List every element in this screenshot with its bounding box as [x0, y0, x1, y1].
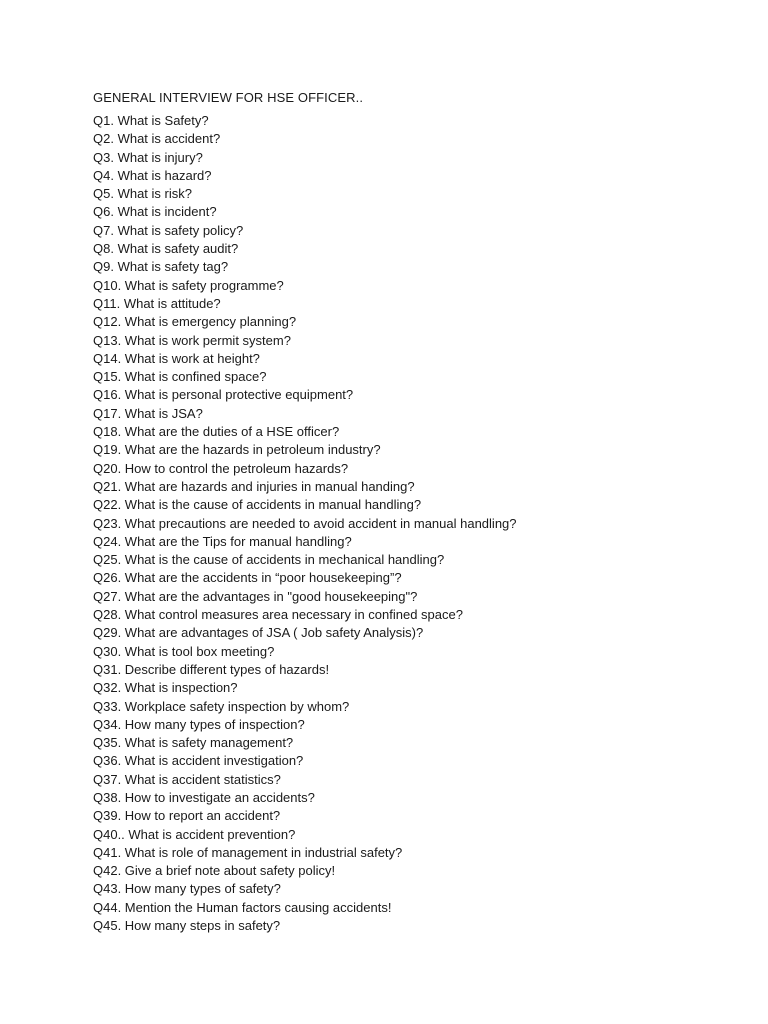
question-item: Q7. What is safety policy?: [93, 222, 244, 238]
question-list: [93, 112, 517, 935]
question-item: Q38. How to investigate an accidents?: [93, 789, 315, 805]
question-item: Q4. What is hazard?: [93, 167, 212, 183]
question-item: Q26. What are the accidents in “poor housekeeping”?: [93, 570, 402, 586]
question-item: Q27. What are the advantages in "good housekeeping"?: [93, 588, 418, 604]
question-item: Q30. What is tool box meeting?: [93, 643, 275, 659]
question-item: Q8. What is safety audit?: [93, 241, 239, 257]
question-item: Q5. What is risk?: [93, 186, 192, 202]
question-item: Q29. What are advantages of JSA ( Job safety Analysis)?: [93, 625, 424, 641]
question-item: Q43. How many types of safety?: [93, 881, 281, 897]
question-item: Q17. What is JSA?: [93, 405, 203, 421]
question-item: Q36. What is accident investigation?: [93, 753, 304, 769]
question-item: Q14. What is work at height?: [93, 350, 260, 366]
question-item: Q28. What control measures area necessary in confined space?: [93, 607, 463, 623]
question-item: Q12. What is emergency planning?: [93, 314, 297, 330]
question-item: Q11. What is attitude?: [93, 295, 221, 311]
question-item: Q15. What is confined space?: [93, 369, 267, 385]
question-item: Q40.. What is accident prevention?: [93, 826, 296, 842]
question-item: Q21. What are hazards and injuries in manual handing?: [93, 478, 415, 494]
question-item: Q23. What precautions are needed to avoid accident in manual handling?: [93, 515, 517, 531]
question-item: Q19. What are the hazards in petroleum industry?: [93, 442, 381, 458]
question-item: Q20. How to control the petroleum hazards?: [93, 460, 349, 476]
question-item: Q33. Workplace safety inspection by whom?: [93, 698, 350, 714]
question-item: Q32. What is inspection?: [93, 680, 238, 696]
question-item: Q34. How many types of inspection?: [93, 716, 305, 732]
question-item: Q22. What is the cause of accidents in manual handling?: [93, 497, 422, 513]
question-item: Q16. What is personal protective equipment?: [93, 387, 354, 403]
question-item: Q35. What is safety management?: [93, 735, 294, 751]
question-item: Q45. How many steps in safety?: [93, 918, 281, 934]
question-item: Q10. What is safety programme?: [93, 277, 284, 293]
question-item: Q37. What is accident statistics?: [93, 771, 281, 787]
question-item: Q25. What is the cause of accidents in mechanical handling?: [93, 552, 445, 568]
question-item: Q3. What is injury?: [93, 149, 203, 165]
question-item: Q44. Mention the Human factors causing accidents!: [93, 899, 392, 915]
question-item: Q2. What is accident?: [93, 131, 221, 147]
question-item: Q1. What is Safety?: [93, 113, 209, 128]
document-title: GENERAL INTERVIEW FOR HSE OFFICER..: [93, 90, 364, 105]
question-item: Q13. What is work permit system?: [93, 332, 291, 348]
question-item: Q41. What is role of management in industrial safety?: [93, 844, 403, 860]
question-item: Q6. What is incident?: [93, 204, 217, 220]
question-item: Q18. What are the duties of a HSE officer?: [93, 424, 340, 440]
question-item: Q39. How to report an accident?: [93, 808, 281, 824]
question-item: Q9. What is safety tag?: [93, 259, 229, 275]
question-item: Q24. What are the Tips for manual handling?: [93, 533, 352, 549]
question-item: Q31. Describe different types of hazards!: [93, 661, 330, 677]
question-item: Q42. Give a brief note about safety policy!: [93, 863, 336, 879]
